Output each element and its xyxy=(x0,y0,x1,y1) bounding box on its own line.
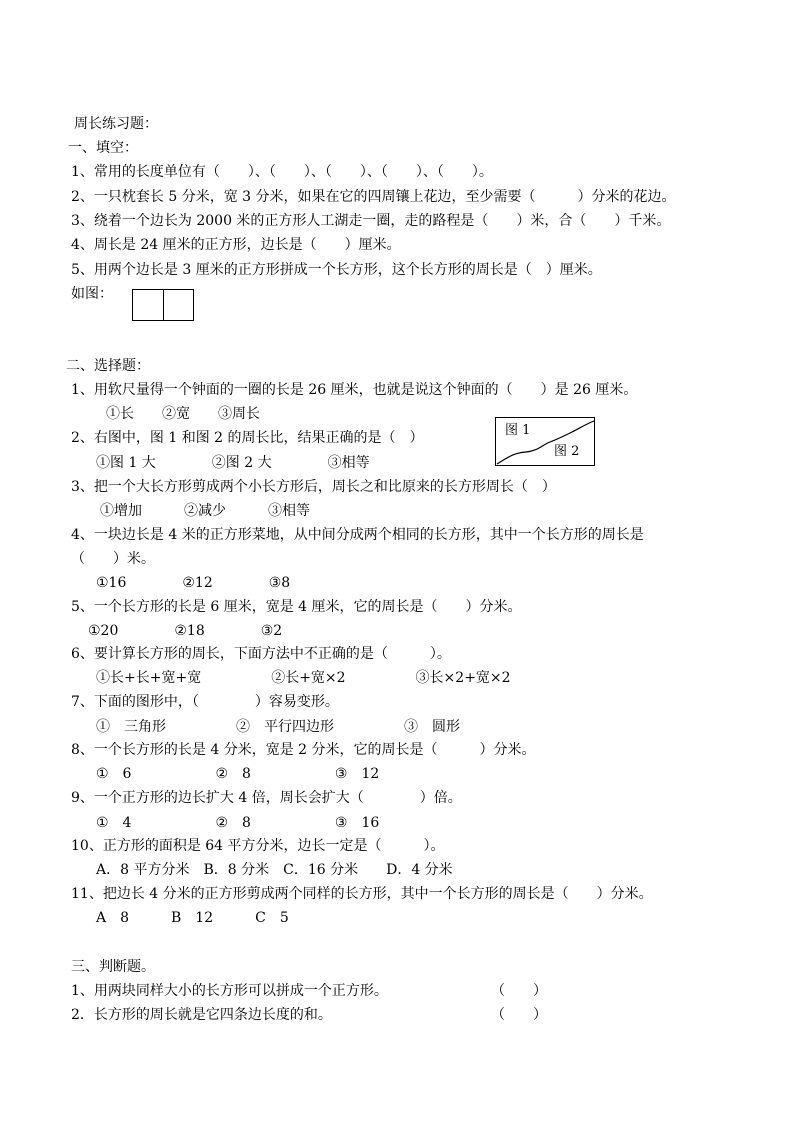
choice-question-9-options: ① 4 ② 8 ③ 16 xyxy=(96,815,380,831)
choice-question-2: 2、右图中，图 1 和图 2 的周长比，结果正确的是（ ） xyxy=(71,430,424,446)
figure-1-2-diagram xyxy=(495,417,595,466)
judge-question-1-parens: （ ） xyxy=(491,983,547,999)
choice-question-7: 7、下面的图形中，（ ）容易变形。 xyxy=(71,694,339,710)
fill-question-5: 5、用两个边长是 3 厘米的正方形拼成一个长方形，这个长方形的周长是（ ）厘米。 xyxy=(71,262,602,278)
section-3-heading: 三、判断题。 xyxy=(71,959,155,975)
section-1-heading: 一、填空： xyxy=(68,140,138,156)
figure-1-label: 图 1 xyxy=(505,423,531,438)
choice-question-7-options: ① 三角形 ② 平行四边形 ③ 圆形 xyxy=(96,719,460,735)
choice-question-2-options: ①图 1 大 ②图 2 大 ③相等 xyxy=(96,455,370,471)
section-2-heading: 二、选择题： xyxy=(66,358,150,374)
figure-2-label: 图 2 xyxy=(554,444,580,459)
choice-question-5-options: ①20 ②18 ③2 xyxy=(88,623,283,639)
worksheet-title: 周长练习题： xyxy=(74,116,158,132)
choice-question-8: 8、一个长方形的长是 4 分米，宽是 2 分米，它的周长是（ ）分米。 xyxy=(71,742,536,758)
fill-question-2: 2、一只枕套长 5 分米，宽 3 分米，如果在它的四周镶上花边，至少需要（ ）分米的花边。 xyxy=(71,189,676,205)
choice-question-6: 6、要计算长方形的周长，下面方法中不正确的是（ ）。 xyxy=(71,646,451,662)
square-divider xyxy=(163,290,164,320)
choice-question-4-options: ①16 ②12 ③8 xyxy=(96,575,291,591)
two-squares-figure xyxy=(132,289,194,321)
choice-question-6-options: ①长+长+宽+宽 ②长+宽×2 ③长×2+宽×2 xyxy=(96,670,511,686)
choice-question-5: 5、一个长方形的长是 6 厘米，宽是 4 厘米，它的周长是（ ）分米。 xyxy=(71,599,522,615)
fill-question-4: 4、周长是 24 厘米的正方形，边长是（ ）厘米。 xyxy=(71,237,401,253)
choice-question-4-continued: （ ）米。 xyxy=(71,551,155,567)
choice-question-3-options: ①增加 ②减少 ③相等 xyxy=(100,503,310,519)
judge-question-1: 1、用两块同样大小的长方形可以拼成一个正方形。 xyxy=(71,983,388,999)
fill-question-1: 1、常用的长度单位有（ ）、（ ）、（ ）、（ ）、（ ）。 xyxy=(71,164,493,180)
choice-question-10-options: A．8 平方分米 B．8 分米 C．16 分米 D．4 分米 xyxy=(96,862,453,878)
choice-question-9: 9、一个正方形的边长扩大 4 倍，周长会扩大（ ）倍。 xyxy=(71,790,462,806)
choice-question-8-options: ① 6 ② 8 ③ 12 xyxy=(96,766,380,782)
choice-question-1-options: ①长 ②宽 ③周长 xyxy=(106,406,260,422)
choice-question-1: 1、用软尺量得一个钟面的一圈的长是 26 厘米，也就是说这个钟面的（ ）是 26 厘米。 xyxy=(71,382,638,398)
fill-question-3: 3、绕着一个边长为 2000 米的正方形人工湖走一圈，走的路程是（ ）米，合（ ）千米。 xyxy=(71,213,671,229)
judge-question-2: 2．长方形的周长就是它四条边长度的和。 xyxy=(71,1007,332,1023)
choice-question-3: 3、把一个大长方形剪成两个小长方形后，周长之和比原来的长方形周长（ ） xyxy=(71,479,556,495)
choice-question-11: 11、把边长 4 分米的正方形剪成两个同样的长方形，其中一个长方形的周长是（ ）分米。 xyxy=(71,886,653,902)
figure-label: 如图： xyxy=(71,286,113,302)
judge-question-2-parens: （ ） xyxy=(491,1007,547,1023)
choice-question-11-options: A 8 B 12 C 5 xyxy=(96,910,289,926)
choice-question-10: 10、正方形的面积是 64 平方分米，边长一定是（ ）。 xyxy=(71,838,445,854)
choice-question-4: 4、一块边长是 4 米的正方形菜地，从中间分成两个相同的长方形，其中一个长方形的周长是 xyxy=(71,527,644,543)
